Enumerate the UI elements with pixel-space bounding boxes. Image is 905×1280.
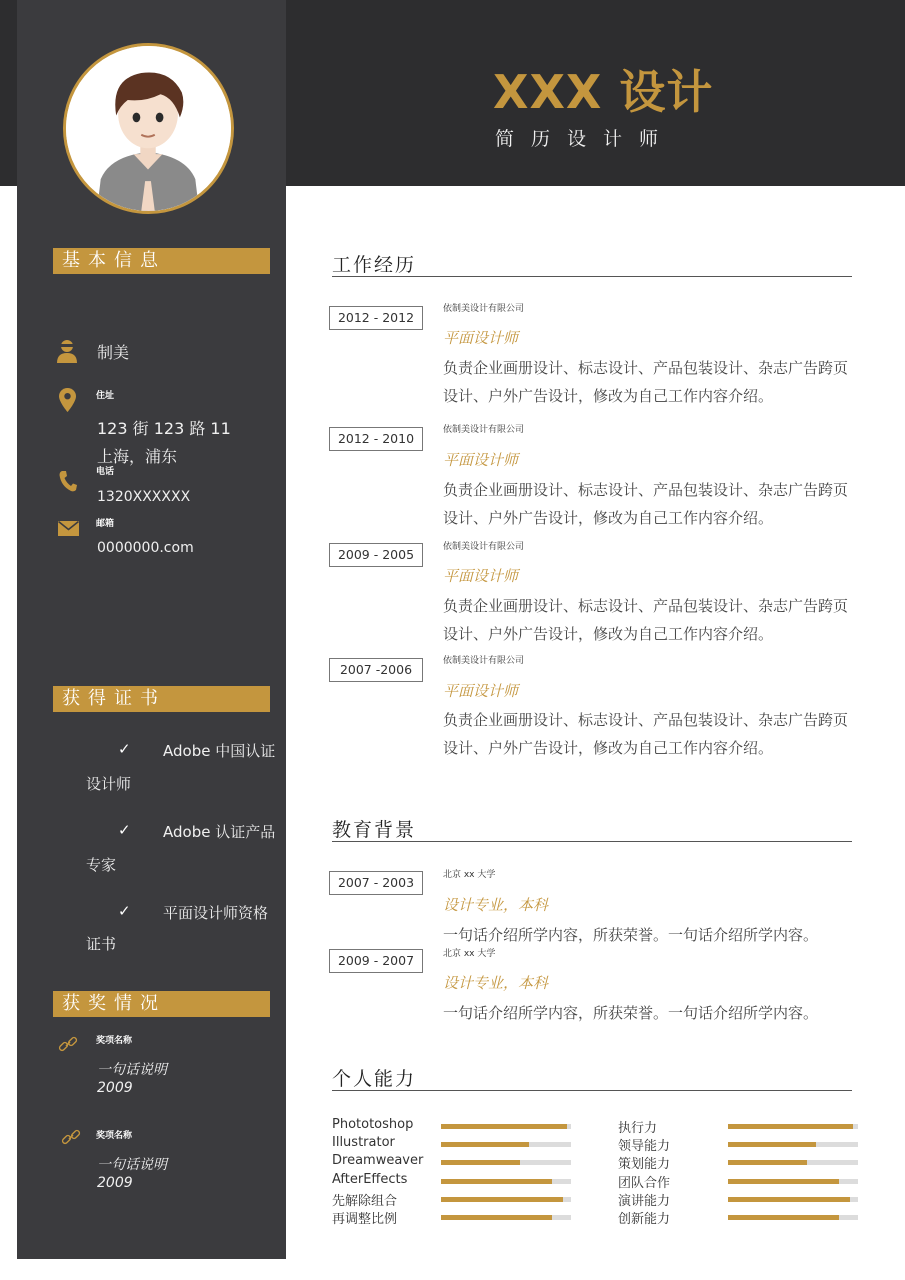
section-divider (332, 1090, 852, 1091)
skill-bar-track (728, 1179, 858, 1184)
phone-icon (59, 470, 77, 492)
award-name: 奖项名称 (96, 1131, 133, 1141)
edu-desc: 一句话介绍所学内容，所获荣誉。一句话介绍所学内容。 (443, 1004, 819, 1022)
cert-line2: 证书 (86, 935, 117, 953)
skill-bar-fill (441, 1142, 529, 1147)
name-text: 制美 (97, 343, 130, 362)
work-date: 2012 - 2012 (329, 306, 423, 330)
mail-icon (58, 521, 79, 536)
basic-info-heading: 基本信息 (53, 248, 270, 274)
address-line2: 上海，浦东 (97, 447, 178, 466)
skill-bar-fill (728, 1142, 816, 1147)
award-desc: 一句话说明 (97, 1157, 167, 1173)
avatar (63, 43, 234, 214)
skill-label: 领导能力 (618, 1139, 671, 1155)
edu-date: 2009 - 2007 (329, 949, 423, 973)
skill-bar-track (441, 1179, 571, 1184)
work-role: 平面设计师 (443, 451, 519, 469)
skill-bar-track (728, 1124, 858, 1129)
work-desc: 负责企业画册设计、标志设计、产品包装设计、杂志广告跨页设计、户外广告设计，修改为自己工作内容介绍。 (443, 711, 849, 757)
skill-label: Phototoshop (332, 1117, 414, 1132)
skill-bar-track (441, 1124, 571, 1129)
skill-bar-fill (728, 1179, 839, 1184)
email-label: 邮箱 (96, 519, 115, 529)
check-icon: ✓ (118, 821, 131, 839)
work-heading: 工作经历 (332, 254, 417, 276)
edu-major: 设计专业，本科 (443, 896, 549, 914)
skill-bar-fill (728, 1215, 839, 1220)
cert-line2: 专家 (86, 856, 117, 874)
skill-bar-track (728, 1160, 858, 1165)
skill-bar-track (728, 1142, 858, 1147)
skill-bar-track (441, 1215, 571, 1220)
phone-label: 电话 (96, 467, 115, 477)
skill-bar-fill (728, 1160, 807, 1165)
check-icon: ✓ (118, 740, 131, 758)
skill-label: Dreamweaver (332, 1153, 424, 1169)
skill-label: 先解除组合 (332, 1193, 398, 1209)
phone-number: 1320XXXXXX (97, 489, 191, 505)
work-role: 平面设计师 (443, 329, 519, 347)
skill-bar-fill (441, 1215, 552, 1220)
edu-desc: 一句话介绍所学内容，所获荣誉。一句话介绍所学内容。 (443, 926, 819, 944)
section-divider (332, 841, 852, 842)
award-name: 奖项名称 (96, 1036, 133, 1046)
check-icon: ✓ (118, 902, 131, 920)
skill-bar-fill (441, 1197, 563, 1202)
address-line1: 123 街 123 路 11 (97, 419, 231, 438)
skill-bar-fill (728, 1124, 853, 1129)
resume-subtitle: 简历设计师 (495, 128, 676, 150)
work-date: 2009 - 2005 (329, 543, 423, 567)
skill-label: 创新能力 (618, 1212, 671, 1227)
work-company: 依制美设计有限公司 (443, 304, 525, 314)
edu-school: 北京 xx 大学 (443, 949, 496, 959)
skill-bar-track (728, 1197, 858, 1202)
resume-title: XXX 设计 (493, 65, 714, 119)
award-desc: 一句话说明 (97, 1062, 167, 1078)
skill-bar-fill (728, 1197, 850, 1202)
work-desc: 负责企业画册设计、标志设计、产品包装设计、杂志广告跨页设计、户外广告设计，修改为自己工作内容介绍。 (443, 359, 849, 405)
link-icon (61, 1127, 81, 1147)
work-desc: 负责企业画册设计、标志设计、产品包装设计、杂志广告跨页设计、户外广告设计，修改为自己工作内容介绍。 (443, 481, 849, 527)
skill-label: 执行力 (618, 1121, 658, 1136)
email-text: 0000000.com (97, 540, 194, 556)
address-label: 住址 (96, 391, 115, 401)
skill-label: 团队合作 (618, 1175, 671, 1191)
work-company: 依制美设计有限公司 (443, 425, 525, 435)
location-pin-icon (59, 388, 76, 412)
education-heading: 教育背景 (332, 819, 417, 841)
skill-label: Illustrator (332, 1135, 395, 1151)
avatar-illustration (66, 46, 231, 211)
section-divider (332, 276, 852, 277)
edu-major: 设计专业，本科 (443, 974, 549, 992)
skill-label: 再调整比例 (332, 1212, 398, 1227)
edu-school: 北京 xx 大学 (443, 870, 496, 880)
skill-bar-track (441, 1160, 571, 1165)
cert-line2: 设计师 (86, 775, 132, 793)
award-year: 2009 (97, 1175, 133, 1191)
awards-heading: 获奖情况 (53, 991, 270, 1017)
cert-line1: 平面设计师资格 (163, 904, 269, 922)
work-role: 平面设计师 (443, 567, 519, 585)
skill-bar-fill (441, 1160, 520, 1165)
user-icon (56, 338, 78, 363)
skill-label: AfterEffects (332, 1171, 408, 1187)
work-company: 依制美设计有限公司 (443, 542, 525, 552)
skill-bar-track (441, 1142, 571, 1147)
skill-bar-track (441, 1197, 571, 1202)
edu-date: 2007 - 2003 (329, 871, 423, 895)
cert-line1: Adobe 中国认证 (163, 742, 276, 760)
skill-label: 策划能力 (618, 1157, 671, 1173)
award-year: 2009 (97, 1080, 133, 1096)
skill-bar-fill (441, 1124, 567, 1129)
skill-bar-track (728, 1215, 858, 1220)
skills-heading: 个人能力 (332, 1068, 417, 1090)
cert-line1: Adobe 认证产品 (163, 823, 276, 841)
link-icon (58, 1034, 78, 1054)
work-role: 平面设计师 (443, 682, 519, 700)
skill-label: 演讲能力 (618, 1193, 671, 1209)
work-desc: 负责企业画册设计、标志设计、产品包装设计、杂志广告跨页设计、户外广告设计，修改为自己工作内容介绍。 (443, 597, 849, 643)
work-date: 2007 -2006 (329, 658, 423, 682)
work-date: 2012 - 2010 (329, 427, 423, 451)
certs-heading: 获得证书 (53, 686, 270, 712)
skill-bar-fill (441, 1179, 552, 1184)
work-company: 依制美设计有限公司 (443, 656, 525, 666)
